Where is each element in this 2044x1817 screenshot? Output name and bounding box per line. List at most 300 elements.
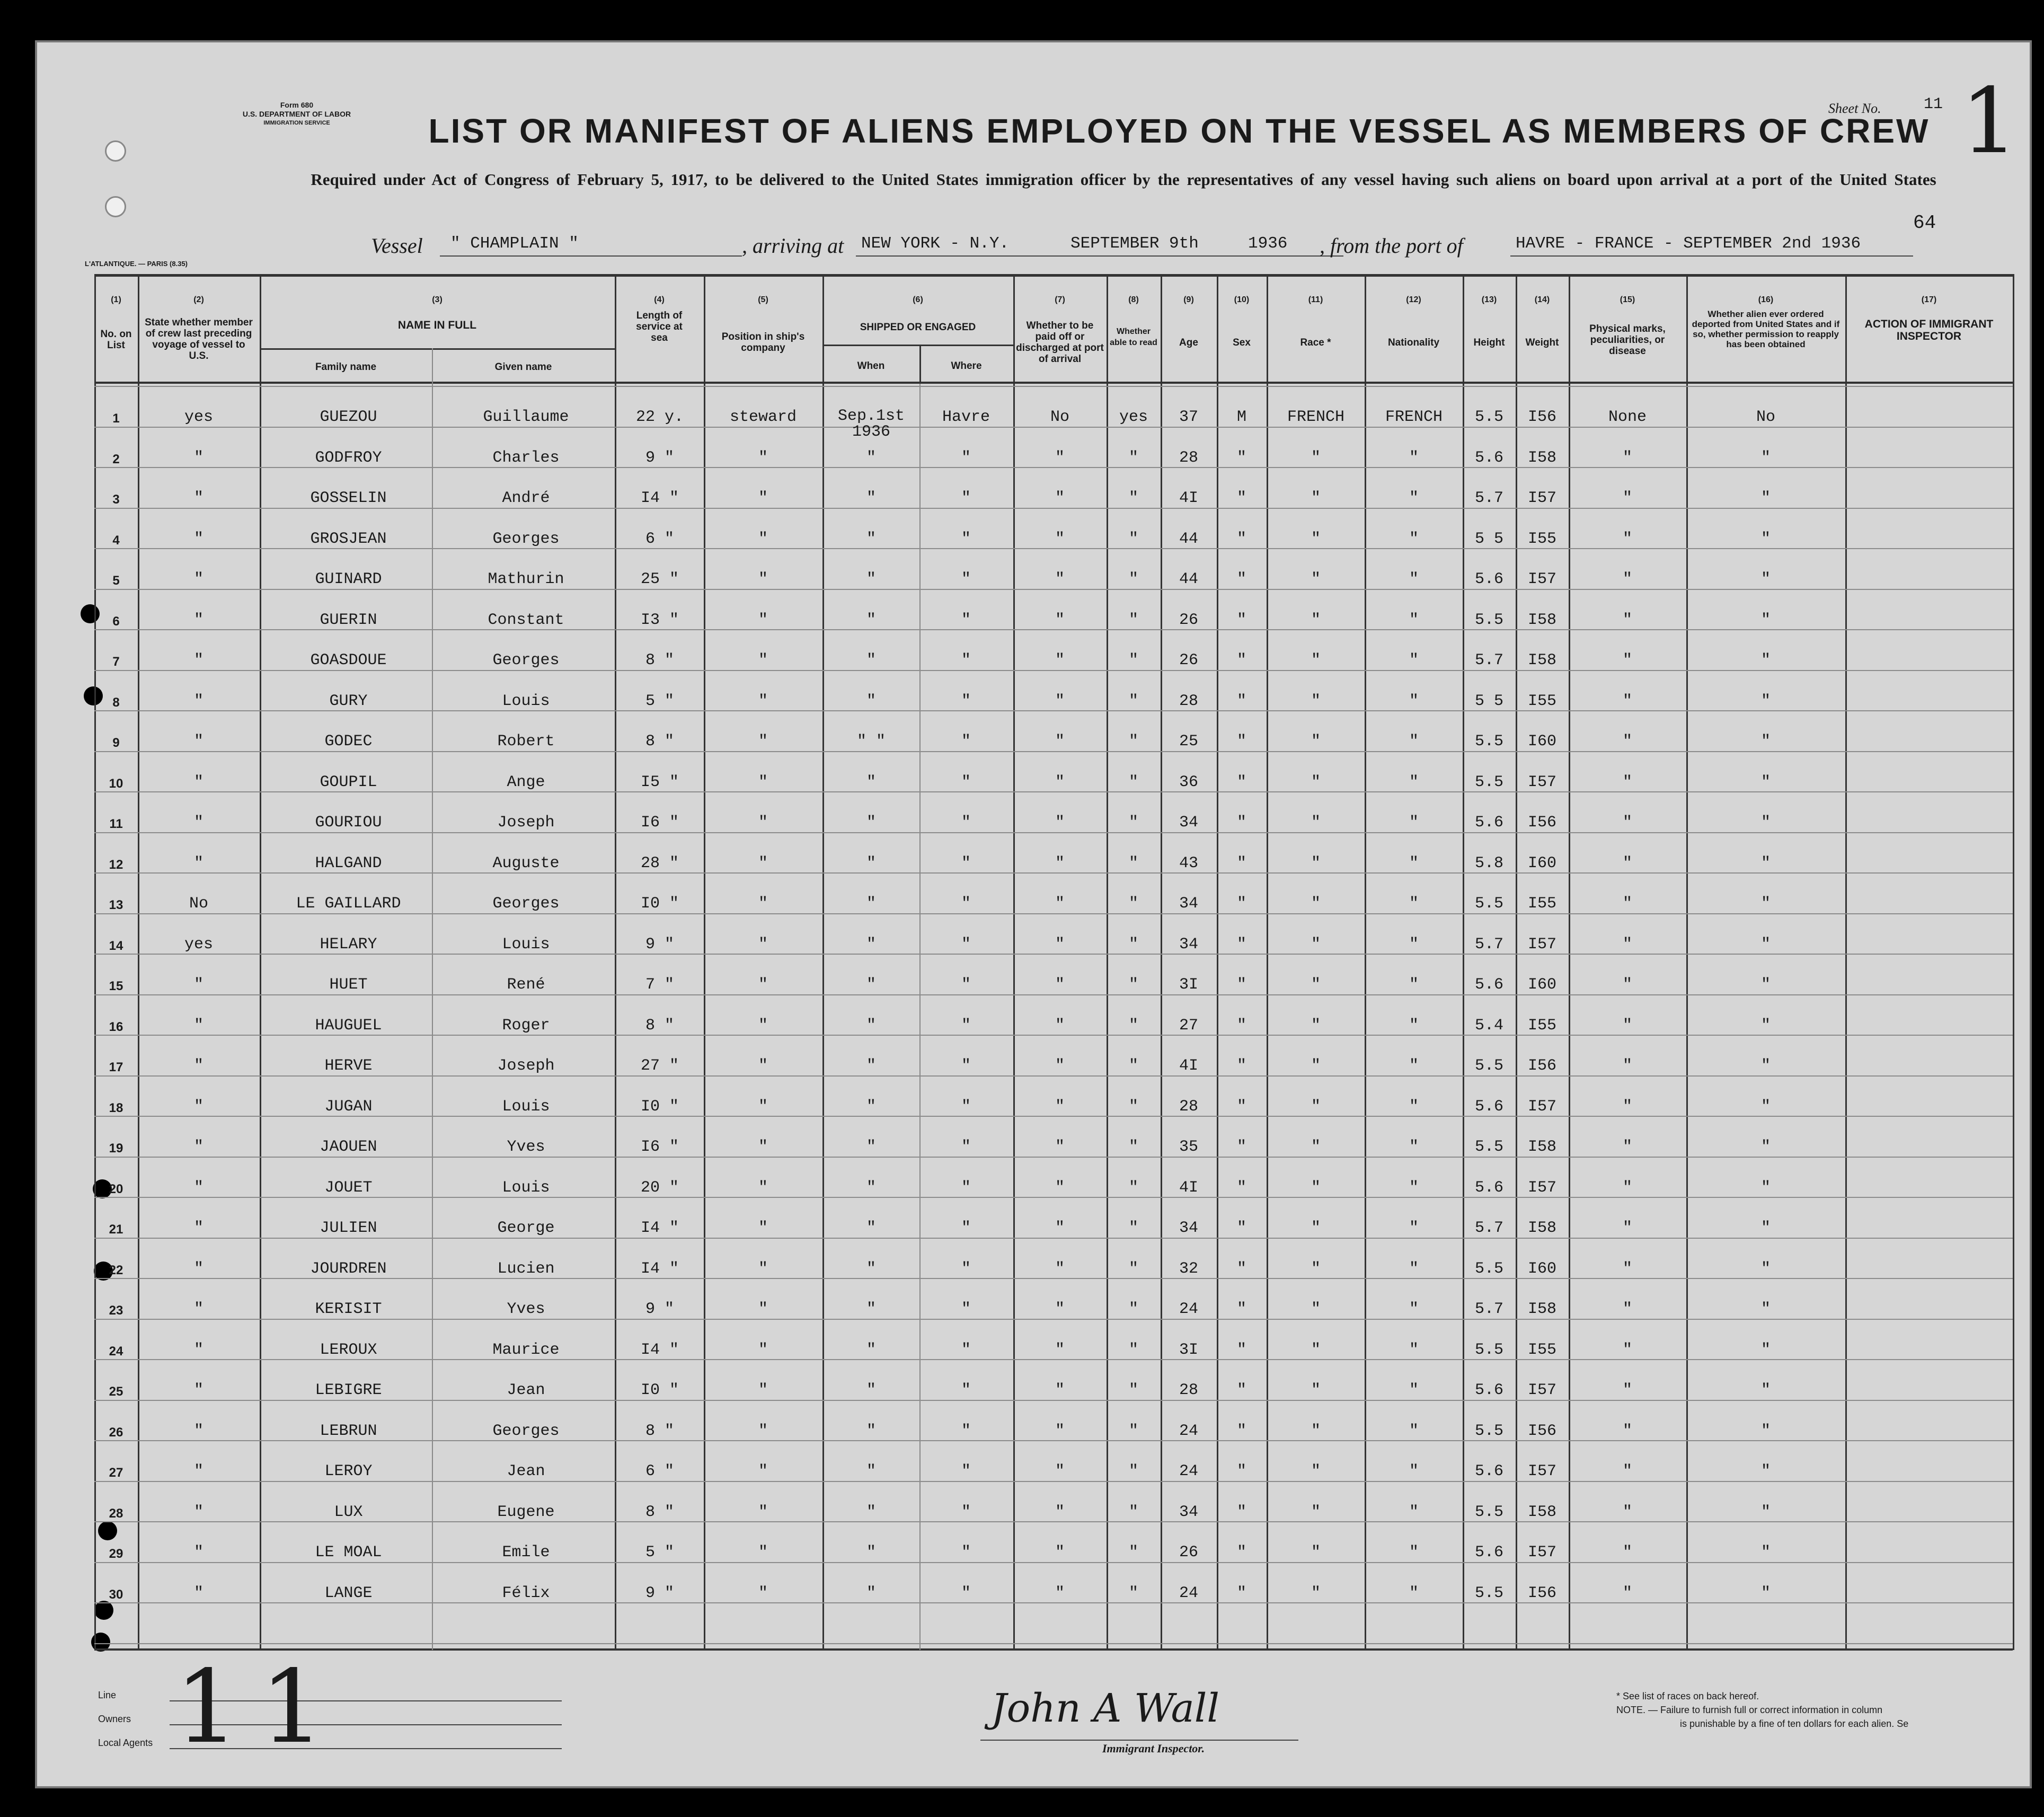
cell-service: 9 ": [645, 935, 674, 954]
col-num: (10): [1234, 295, 1250, 304]
cell-service: 6 ": [645, 530, 674, 548]
cell-no: 24: [109, 1344, 123, 1359]
cell-weight: I57: [1527, 773, 1556, 791]
footer-agents-label: Local Agents: [98, 1737, 153, 1748]
cell-voyage: ": [193, 448, 203, 467]
cell-race: ": [1311, 1543, 1321, 1562]
cell-family: GODFROY: [315, 448, 382, 467]
cell-where: ": [961, 1097, 971, 1116]
cell-race: ": [1311, 530, 1321, 548]
cell-service: I6 ": [640, 1138, 679, 1156]
col-line: [1463, 274, 1464, 1650]
cell-age: 28: [1179, 1381, 1198, 1399]
table-bottom-border: [94, 1648, 2013, 1651]
cell-read: ": [1128, 1462, 1138, 1480]
table-top-border: [94, 274, 2013, 277]
ruled-line: [94, 1157, 2013, 1158]
cell-sex: ": [1236, 976, 1246, 994]
cell-marks: ": [1622, 854, 1632, 872]
cell-no: 21: [109, 1222, 123, 1237]
cell-sex: ": [1236, 935, 1246, 954]
cell-marks: ": [1622, 489, 1632, 507]
cell-when: ": [866, 1097, 876, 1116]
cell-when: ": [866, 530, 876, 548]
cell-sex: ": [1236, 651, 1246, 669]
cell-no: 11: [109, 817, 123, 831]
cell-given: Charles: [492, 448, 560, 467]
cell-no: 4: [112, 533, 120, 548]
cell-voyage: ": [193, 1381, 203, 1399]
cell-weight: I56: [1527, 1422, 1556, 1440]
cell-height: 5.7: [1474, 935, 1503, 954]
col-num: (4): [654, 295, 665, 304]
cell-marks: ": [1622, 733, 1632, 751]
cell-family: HALGAND: [315, 854, 382, 872]
cell-race: ": [1311, 1462, 1321, 1480]
ruled-line: [94, 629, 2013, 630]
cell-where: ": [961, 814, 971, 832]
cell-nat: ": [1409, 651, 1419, 669]
cell-when: ": [866, 1300, 876, 1318]
cell-age: 35: [1179, 1138, 1198, 1156]
cell-age: 34: [1179, 1503, 1198, 1521]
cell-position: ": [758, 854, 768, 872]
cell-service: 9 ": [645, 448, 674, 467]
cell-race: ": [1311, 1097, 1321, 1116]
cell-marks: ": [1622, 1138, 1632, 1156]
cell-deported: ": [1760, 570, 1771, 588]
cell-marks: ": [1622, 651, 1632, 669]
cell-voyage: ": [193, 1057, 203, 1075]
cell-no: 28: [109, 1506, 123, 1521]
cell-sex: ": [1236, 1259, 1246, 1278]
cell-sex: ": [1236, 1057, 1246, 1075]
cell-age: 44: [1179, 530, 1198, 548]
cell-read: ": [1128, 1138, 1138, 1156]
cell-when: ": [866, 935, 876, 954]
cell-height: 5.6: [1474, 814, 1503, 832]
cell-read: ": [1128, 1016, 1138, 1035]
cell-family: GUERIN: [320, 611, 377, 629]
cell-age: 26: [1179, 611, 1198, 629]
cell-weight: I58: [1527, 1219, 1556, 1237]
cell-no: 12: [109, 857, 123, 872]
cell-nat: ": [1409, 692, 1419, 710]
col-line: [1217, 274, 1218, 1650]
cell-where: ": [961, 1503, 971, 1521]
cell-paid: ": [1055, 1543, 1065, 1562]
footer-line-label: Line: [98, 1690, 117, 1700]
cell-paid: ": [1055, 773, 1065, 791]
cell-marks: ": [1622, 773, 1632, 791]
name-split-line: [260, 348, 615, 350]
cell-sex: ": [1236, 1219, 1246, 1237]
col-num: (12): [1406, 295, 1421, 304]
cell-weight: I58: [1527, 651, 1556, 669]
cell-service: 9 ": [645, 1584, 674, 1602]
cell-given: Guillaume: [483, 408, 569, 426]
cell-when: ": [866, 448, 876, 467]
cell-deported: ": [1760, 1016, 1771, 1035]
cell-service: 7 ": [645, 976, 674, 994]
cell-read: ": [1128, 1300, 1138, 1318]
cell-position: ": [758, 1462, 768, 1480]
cell-paid: ": [1055, 1300, 1065, 1318]
ruled-line: [94, 1643, 2013, 1644]
cell-where: Havre: [942, 408, 990, 426]
cell-where: ": [961, 1259, 971, 1278]
col-num: (6): [913, 295, 923, 304]
corner-number: 64: [1913, 212, 1936, 234]
cell-voyage: ": [193, 1219, 203, 1237]
cell-race: ": [1311, 1584, 1321, 1602]
cell-marks: ": [1622, 1178, 1632, 1197]
cell-given: Jean: [507, 1462, 545, 1480]
cell-service: 8 ": [645, 1503, 674, 1521]
cell-given: Yves: [507, 1300, 545, 1318]
cell-service: I4 ": [640, 1340, 679, 1359]
cell-nat: ": [1409, 570, 1419, 588]
cell-paid: ": [1055, 530, 1065, 548]
cell-service: 5 ": [645, 692, 674, 710]
cell-weight: I60: [1527, 1259, 1556, 1278]
cell-deported: ": [1760, 1259, 1771, 1278]
cell-voyage: ": [193, 570, 203, 588]
cell-weight: I60: [1527, 976, 1556, 994]
inspector-signature: John A Wall: [991, 1686, 1220, 1731]
arrival-year: 1936: [1248, 234, 1288, 253]
cell-when: ": [866, 1462, 876, 1480]
cell-given: Mathurin: [488, 570, 564, 588]
col-num: (9): [1183, 295, 1194, 304]
cell-age: 37: [1179, 408, 1198, 426]
cell-service: 20 ": [640, 1178, 679, 1197]
cell-marks: ": [1622, 935, 1632, 954]
cell-deported: ": [1760, 1584, 1771, 1602]
cell-weight: I55: [1527, 895, 1556, 913]
cell-nat: FRENCH: [1385, 408, 1443, 426]
cell-no: 13: [109, 898, 123, 912]
cell-paid: ": [1055, 1503, 1065, 1521]
ruled-line: [94, 508, 2013, 509]
cell-sex: ": [1236, 1422, 1246, 1440]
cell-position: ": [758, 1340, 768, 1359]
cell-age: 44: [1179, 570, 1198, 588]
cell-no: 9: [112, 736, 120, 750]
port-underline: [1510, 255, 1913, 257]
cell-nat: ": [1409, 1178, 1419, 1197]
binder-hole: [105, 140, 126, 162]
inspector-label: Immigrant Inspector.: [1102, 1742, 1205, 1755]
cell-when: ": [866, 895, 876, 913]
cell-when: ": [866, 814, 876, 832]
cell-age: 24: [1179, 1584, 1198, 1602]
cell-height: 5.6: [1474, 1097, 1503, 1116]
cell-when: " ": [856, 733, 886, 751]
cell-given: Louis: [502, 692, 550, 710]
cell-age: 27: [1179, 1016, 1198, 1035]
cell-voyage: ": [193, 530, 203, 548]
cell-no: 15: [109, 979, 123, 993]
cell-no: 30: [109, 1587, 123, 1602]
ruled-line: [94, 1521, 2013, 1522]
cell-paid: ": [1055, 1340, 1065, 1359]
cell-family: KERISIT: [315, 1300, 382, 1318]
cell-when: ": [866, 692, 876, 710]
col-header-inspector-action: ACTION OF IMMIGRANT INSPECTOR: [1864, 318, 1994, 342]
cell-nat: ": [1409, 814, 1419, 832]
col-header-deported: Whether alien ever ordered deported from United States and if so, whether permission to reapply has been obtained: [1692, 309, 1840, 349]
cell-family: HAUGUEL: [315, 1016, 382, 1035]
cell-sex: ": [1236, 1462, 1246, 1480]
cell-family: GROSJEAN: [310, 530, 387, 548]
cell-race: ": [1311, 448, 1321, 467]
cell-paid: ": [1055, 976, 1065, 994]
cell-service: I0 ": [640, 1097, 679, 1116]
cell-deported: ": [1760, 976, 1771, 994]
cell-given: Eugene: [497, 1503, 555, 1521]
cell-deported: ": [1760, 854, 1771, 872]
ruled-line: [94, 548, 2013, 549]
cell-service: 8 ": [645, 1016, 674, 1035]
cell-age: 24: [1179, 1462, 1198, 1480]
ruled-line: [94, 1075, 2013, 1077]
cell-where: ": [961, 1462, 971, 1480]
date-underline: [1068, 255, 1343, 257]
cell-sex: ": [1236, 1381, 1246, 1399]
cell-deported: ": [1760, 1138, 1771, 1156]
cell-weight: I57: [1527, 1543, 1556, 1562]
cell-service: I4 ": [640, 1259, 679, 1278]
ruled-line: [94, 670, 2013, 671]
cell-voyage: yes: [184, 935, 213, 954]
cell-height: 5.8: [1474, 854, 1503, 872]
cell-read: ": [1128, 1259, 1138, 1278]
cell-paid: ": [1055, 1097, 1065, 1116]
form-header: [228, 101, 366, 128]
cell-where: ": [961, 733, 971, 751]
cell-race: ": [1311, 1340, 1321, 1359]
cell-sex: ": [1236, 814, 1246, 832]
ruled-line: [94, 1400, 2013, 1401]
cell-nat: ": [1409, 1584, 1419, 1602]
cell-read: ": [1128, 1097, 1138, 1116]
cell-weight: I56: [1527, 814, 1556, 832]
col-num: (14): [1534, 295, 1550, 304]
cell-paid: ": [1055, 733, 1065, 751]
cell-height: 5.5: [1474, 1138, 1503, 1156]
col-num: (5): [758, 295, 768, 304]
ruled-line: [94, 1602, 2013, 1603]
cell-read: ": [1128, 1057, 1138, 1075]
cell-age: 28: [1179, 692, 1198, 710]
cell-given: Lucien: [497, 1259, 555, 1278]
cell-service: 27 ": [640, 1057, 679, 1075]
col-header-marks: Physical marks, peculiarities, or disease: [1589, 323, 1666, 357]
cell-given: Georges: [492, 1422, 560, 1440]
cell-height: 5.5: [1474, 1340, 1503, 1359]
service: IMMIGRATION SERVICE: [263, 120, 330, 126]
cell-weight: I57: [1527, 1462, 1556, 1480]
cell-weight: I55: [1527, 530, 1556, 548]
cell-height: 5.6: [1474, 976, 1503, 994]
cell-voyage: ": [193, 1138, 203, 1156]
cell-read: ": [1128, 530, 1138, 548]
cell-family: JOUET: [324, 1178, 373, 1197]
cell-paid: ": [1055, 1422, 1065, 1440]
cell-height: 5.6: [1474, 1178, 1503, 1197]
cell-voyage: ": [193, 1178, 203, 1197]
cell-no: 20: [109, 1181, 123, 1196]
cell-service: 9 ": [645, 1300, 674, 1318]
cell-voyage: ": [193, 611, 203, 629]
cell-age: 26: [1179, 1543, 1198, 1562]
cell-sex: ": [1236, 1543, 1246, 1562]
cell-race: ": [1311, 611, 1321, 629]
arriving-at: NEW YORK - N.Y.: [861, 234, 1010, 253]
cell-paid: ": [1055, 489, 1065, 507]
cell-voyage: ": [193, 733, 203, 751]
cell-given: Georges: [492, 651, 560, 669]
cell-nat: ": [1409, 1462, 1419, 1480]
cell-height: 5.5: [1474, 733, 1503, 751]
cell-family: GODEC: [324, 733, 373, 751]
cell-position: ": [758, 1016, 768, 1035]
cell-no: 27: [109, 1466, 123, 1480]
cell-race: ": [1311, 1138, 1321, 1156]
cell-family: JOURDREN: [310, 1259, 387, 1278]
cell-when: ": [866, 1016, 876, 1035]
cell-race: FRENCH: [1287, 408, 1345, 426]
cell-read: ": [1128, 854, 1138, 872]
cell-paid: ": [1055, 935, 1065, 954]
col-line: [1267, 274, 1268, 1650]
ruled-line: [94, 954, 2013, 955]
cell-height: 5.7: [1474, 489, 1503, 507]
cell-no: 16: [109, 1019, 123, 1034]
col-line: [1569, 274, 1570, 1650]
cell-when: ": [866, 489, 876, 507]
col-line: [1686, 274, 1688, 1650]
cell-sex: ": [1236, 1097, 1246, 1116]
cell-where: ": [961, 611, 971, 629]
cell-when: ": [866, 1057, 876, 1075]
cell-service: 22 y.: [635, 408, 684, 426]
cell-service: 5 ": [645, 1543, 674, 1562]
col-line-minor: [919, 384, 921, 1650]
cell-race: ": [1311, 1422, 1321, 1440]
cell-read: ": [1128, 611, 1138, 629]
cell-voyage: yes: [184, 408, 213, 426]
cell-deported: ": [1760, 773, 1771, 791]
cell-age: 36: [1179, 773, 1198, 791]
col-header-no: No. on List: [100, 329, 132, 351]
cell-height: 5.6: [1474, 1381, 1503, 1399]
cell-read: ": [1128, 1381, 1138, 1399]
cell-family: HERVE: [324, 1057, 373, 1075]
col-num: (17): [1921, 295, 1937, 304]
cell-paid: ": [1055, 1381, 1065, 1399]
cell-marks: ": [1622, 448, 1632, 467]
cell-position: ": [758, 1219, 768, 1237]
cell-nat: ": [1409, 611, 1419, 629]
cell-age: 34: [1179, 1219, 1198, 1237]
ruled-line: [94, 1481, 2013, 1482]
col-header-service: Length of service at sea: [636, 310, 683, 343]
cell-given: Félix: [502, 1584, 550, 1602]
cell-marks: ": [1622, 570, 1632, 588]
cell-weight: I56: [1527, 1057, 1556, 1075]
cell-position: ": [758, 1543, 768, 1562]
cell-nat: ": [1409, 489, 1419, 507]
arrival-date: SEPTEMBER 9th: [1070, 234, 1199, 253]
cell-marks: ": [1622, 1300, 1632, 1318]
cell-when: ": [866, 1178, 876, 1197]
cell-given: Georges: [492, 530, 560, 548]
cell-family: JULIEN: [320, 1219, 377, 1237]
cell-given: Joseph: [497, 814, 555, 832]
cell-nat: ": [1409, 1016, 1419, 1035]
cell-where: ": [961, 1178, 971, 1197]
cell-nat: ": [1409, 773, 1419, 791]
col-num: (13): [1481, 295, 1497, 304]
shipped-split-line: [822, 345, 1013, 346]
cell-weight: I56: [1527, 408, 1556, 426]
cell-deported: ": [1760, 651, 1771, 669]
cell-height: 5.5: [1474, 1259, 1503, 1278]
cell-nat: ": [1409, 1138, 1419, 1156]
cell-age: 32: [1179, 1259, 1198, 1278]
arriving-underline: [856, 255, 1068, 257]
cell-paid: ": [1055, 1219, 1065, 1237]
cell-given: Yves: [507, 1138, 545, 1156]
cell-where: ": [961, 1422, 971, 1440]
cell-deported: ": [1760, 1178, 1771, 1197]
col-line-minor: [432, 348, 433, 1650]
cell-weight: I57: [1527, 1097, 1556, 1116]
cell-marks: ": [1622, 1259, 1632, 1278]
cell-deported: ": [1760, 1097, 1771, 1116]
header-bottom-border: [94, 382, 2013, 384]
cell-age: 34: [1179, 935, 1198, 954]
cell-read: ": [1128, 1503, 1138, 1521]
cell-marks: ": [1622, 1462, 1632, 1480]
cell-position: ": [758, 1422, 768, 1440]
cell-voyage: ": [193, 692, 203, 710]
cell-race: ": [1311, 814, 1321, 832]
cell-voyage: ": [193, 1016, 203, 1035]
col-num: (3): [432, 295, 443, 304]
cell-position: ": [758, 651, 768, 669]
cell-family: HUET: [329, 976, 368, 994]
ruled-line: [94, 1562, 2013, 1563]
ruled-line: [94, 427, 2013, 428]
col-line: [822, 274, 824, 1650]
ruled-line: [94, 1116, 2013, 1117]
penalty-note: NOTE. — Failure to furnish full or correct information in column: [1616, 1705, 1883, 1715]
cell-voyage: ": [193, 1300, 203, 1318]
cell-weight: I56: [1527, 1584, 1556, 1602]
cell-sex: ": [1236, 1584, 1246, 1602]
cell-family: GURY: [329, 692, 368, 710]
col-header-given: Given name: [494, 361, 552, 373]
cell-sex: ": [1236, 530, 1246, 548]
cell-family: GUINARD: [315, 570, 382, 588]
cell-paid: ": [1055, 1462, 1065, 1480]
cell-when: ": [866, 570, 876, 588]
cell-voyage: ": [193, 1259, 203, 1278]
cell-position: ": [758, 489, 768, 507]
